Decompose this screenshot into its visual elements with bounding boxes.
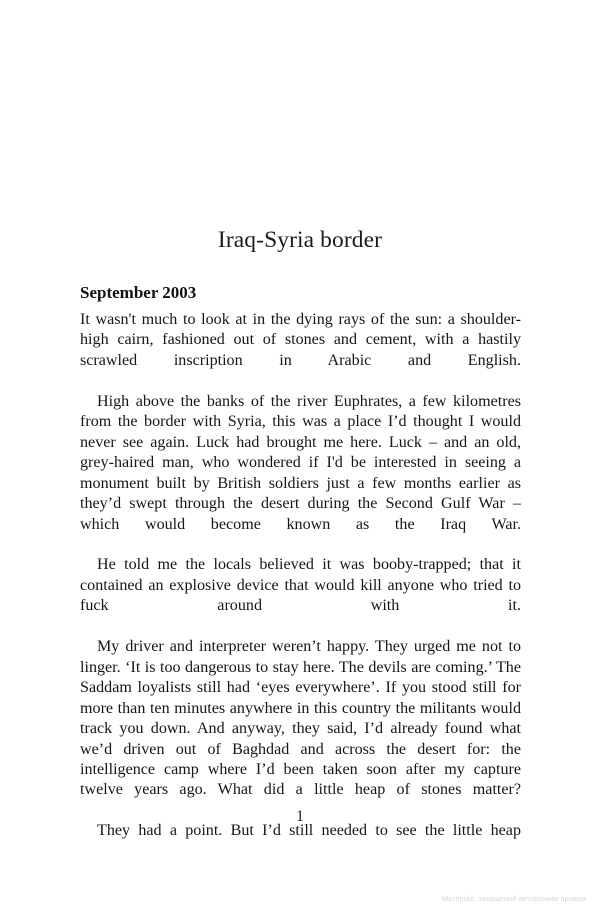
- paragraph: It wasn't much to look at in the dying rays of the sun: a shoulder-high cairn, fashioned out of stones and cement, with a hastily scrawled inscription in Arabic and English.: [80, 311, 521, 369]
- copyright-watermark: Матеріал, захищений авторським правом: [441, 894, 586, 903]
- chapter-title: Iraq-Syria border: [217, 227, 383, 253]
- date-heading: September 2003: [80, 283, 197, 302]
- paragraph: My driver and interpreter weren’t happy. They urged me not to linger. ‘It is too dangerous to stay here. The devils are coming.’ The Saddam loyalists still had ‘eyes everywhere’. If you stood still for more than ten minutes anywhere in this country the militants would track you down. And anyway, they said, I’d already found what we’d driven out of Baghdad and across the desert for: the intelligence camp where I’d been taken soon after my capture twelve years ago. What did a little heap of stones matter?: [80, 638, 521, 799]
- paragraph: They had a point. But I’d still needed to see the little heap: [97, 822, 521, 840]
- paragraph: High above the banks of the river Euphrates, a few kilometres from the border with Syria, this was a place I’d thought I would never see again. Luck had brought me here. Luck – and an old, grey-haired man, who wondered if I'd be interested in seeing a monument built by British soldiers just a few months earlier as they’d swept through the desert during the Second Gulf War – which would become known as the Iraq War.: [80, 392, 521, 533]
- body-text-block: [80, 310, 521, 862]
- page-number: 1: [296, 808, 304, 825]
- paragraph: He told me the locals believed it was booby-trapped; that it contained an explosive device that would kill anyone who tried to fuck around with it.: [80, 556, 521, 615]
